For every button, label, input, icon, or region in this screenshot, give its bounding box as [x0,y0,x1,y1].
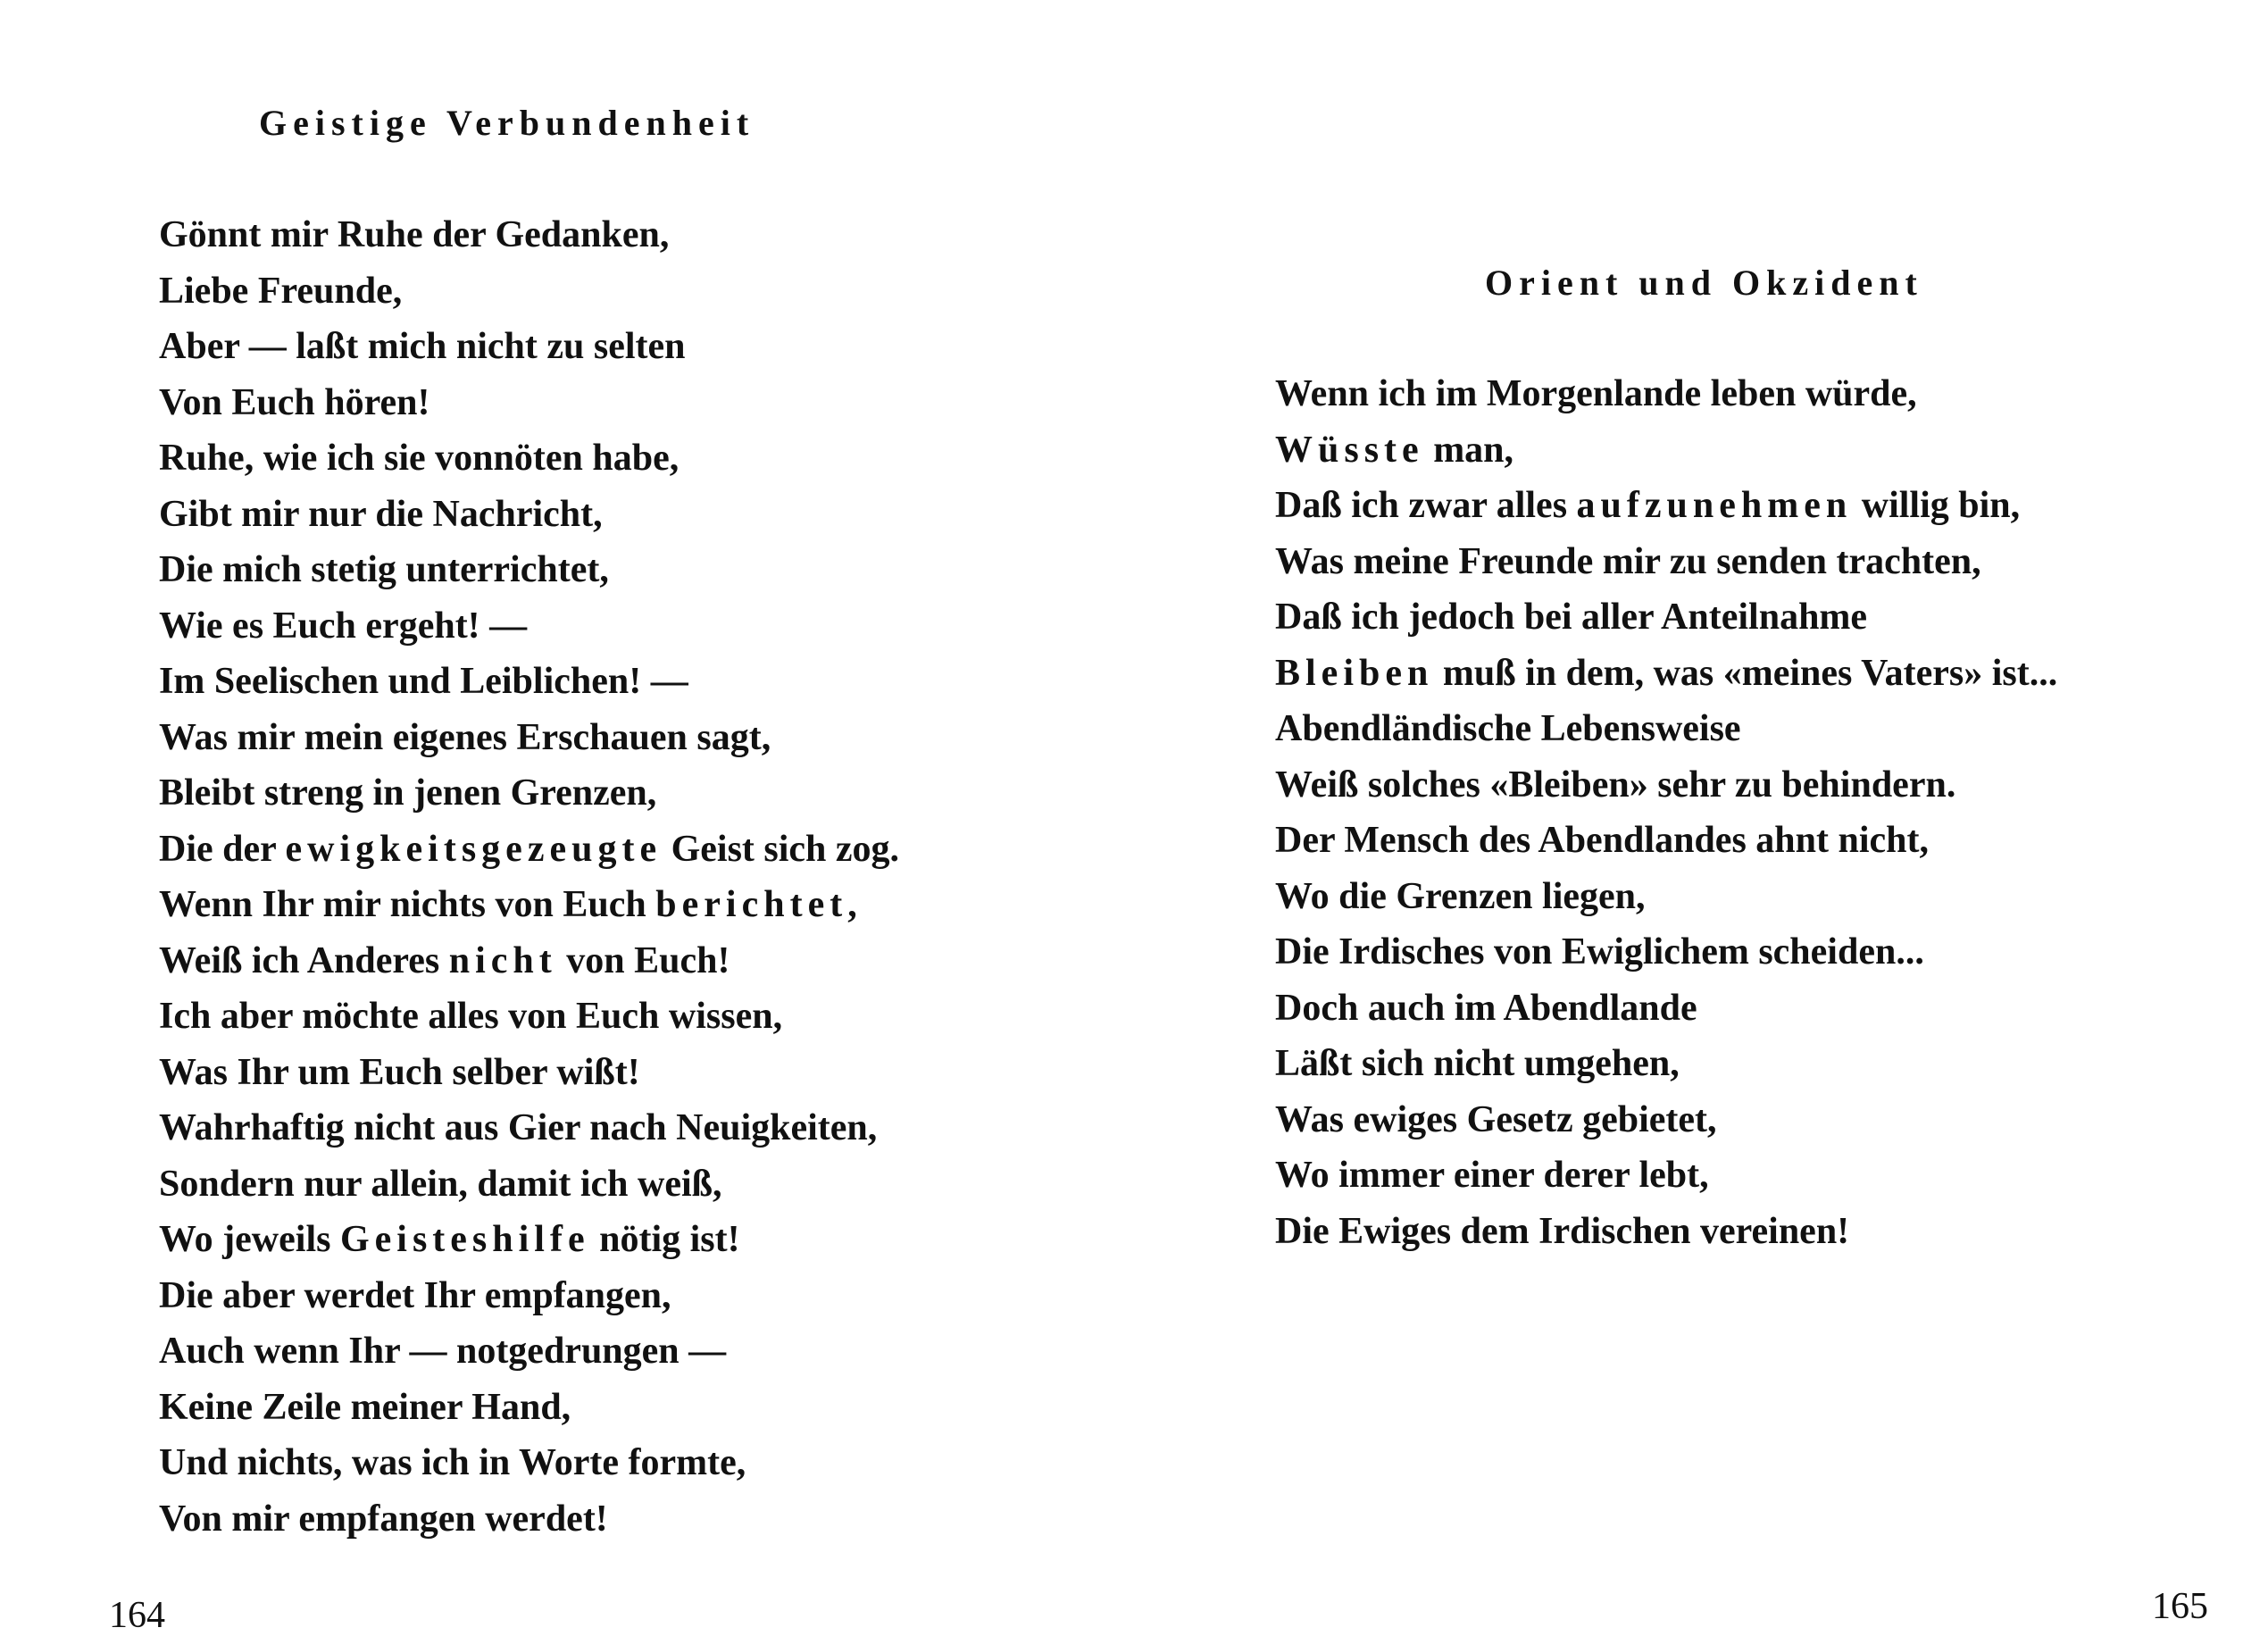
line-text: Weiß ich Anderes [159,939,449,981]
poem-line: Wenn ich im Morgenlande leben würde, [1275,373,1917,414]
poem-line [1275,478,2057,534]
poem-line: Gibt mir nur die Nachricht, [159,493,603,535]
poem-title: Geistige Verbundenheit [259,103,755,143]
poem-line: Von Euch hören! [159,381,430,423]
poem-line: Ruhe, wie ich sie vonnöten habe, [159,438,680,479]
line-text: Geist sich zog. [662,828,900,870]
poem-line: Der Mensch des Abendlandes ahnt nicht, [1275,820,1930,861]
page-number: 165 [2152,1586,2208,1627]
poem-lines [1275,366,2057,1259]
poem-lines [159,207,899,1547]
poem-line: Die Irdisches von Ewiglichem scheiden... [1275,931,1924,972]
poem-line: Die Ewiges dem Irdischen vereinen! [1275,1210,1850,1252]
emphasized-word: berichtet [655,884,848,925]
poem-line: Daß ich jedoch bei aller Anteilnahme [1275,597,1868,638]
poem-line: Gönnt mir Ruhe der Gedanken, [159,214,670,255]
line-text: Daß ich zwar alles [1275,485,1577,526]
right-page [1188,0,2268,1625]
poem-line: Wo immer einer derer lebt, [1275,1155,1709,1196]
poem-line: Wo die Grenzen liegen, [1275,875,1646,917]
poem-line: Sondern nur allein, damit ich weiß, [159,1163,722,1205]
emphasized-word: Bleiben [1275,652,1434,694]
emphasized-word: nicht [448,939,557,981]
page-number: 164 [109,1595,165,1636]
poem-line [1275,422,2057,479]
poem-line: Was mir mein eigenes Erschauen sagt, [159,716,771,758]
poem-line: Bleibt streng in jenen Grenzen, [159,772,657,814]
poem-line: Weiß solches «Bleiben» sehr zu behindern. [1275,764,1956,805]
poem-line: Was ewiges Gesetz gebietet, [1275,1098,1717,1140]
poem-line [159,933,899,989]
poem-line: Die mich stetig unterrichtet, [159,549,609,590]
line-text: nötig ist! [589,1219,740,1260]
poem-line: Im Seelischen und Leiblichen! — [159,661,688,702]
line-text: Die der [159,828,286,870]
line-text: Wo jeweils [159,1219,340,1260]
poem-line: Auch wenn Ihr — notgedrungen — [159,1331,727,1372]
emphasized-word: ewigkeitsgezeugte [285,828,663,870]
poem-line: Was Ihr um Euch selber wißt! [159,1051,640,1093]
poem-line [1275,646,2057,702]
poem-line: Und nichts, was ich in Worte formte, [159,1442,746,1483]
poem-line: Was meine Freunde mir zu senden trachten, [1275,540,1981,582]
poem-line: Doch auch im Abendlande [1275,987,1697,1029]
poem-line [159,877,899,933]
poem-line: Läßt sich nicht umgehen, [1275,1043,1680,1084]
poem-line [159,1212,899,1268]
line-text: muß in dem, was «meines Vaters» ist... [1433,652,2058,694]
poem-line: Liebe Freunde, [159,270,403,312]
line-text: , [847,884,857,925]
poem-line: Aber — laßt mich nicht zu selten [159,326,686,367]
poem-line [159,822,899,878]
line-text: Wenn Ihr mir nichts von Euch [159,884,656,925]
poem-line: Keine Zeile meiner Hand, [159,1386,571,1428]
poem-line: Von mir empfangen werdet! [159,1498,608,1540]
emphasized-word: Wüsste [1275,429,1424,471]
poem-line: Wie es Euch ergeht! — [159,605,528,647]
line-text: willig bin, [1852,485,2021,526]
emphasized-word: Geisteshilfe [339,1219,590,1260]
line-text: von Euch! [556,939,730,981]
poem-title: Orient und Okzident [1485,263,1923,303]
poem-line: Abendländische Lebensweise [1275,708,1741,749]
line-text: man, [1423,429,1514,471]
emphasized-word: aufzunehmen [1576,485,1853,526]
poem-line: Die aber werdet Ihr empfangen, [159,1274,671,1316]
poem-line: Wahrhaftig nicht aus Gier nach Neuigkeiten, [159,1107,878,1148]
poem-line: Ich aber möchte alles von Euch wissen, [159,996,783,1037]
